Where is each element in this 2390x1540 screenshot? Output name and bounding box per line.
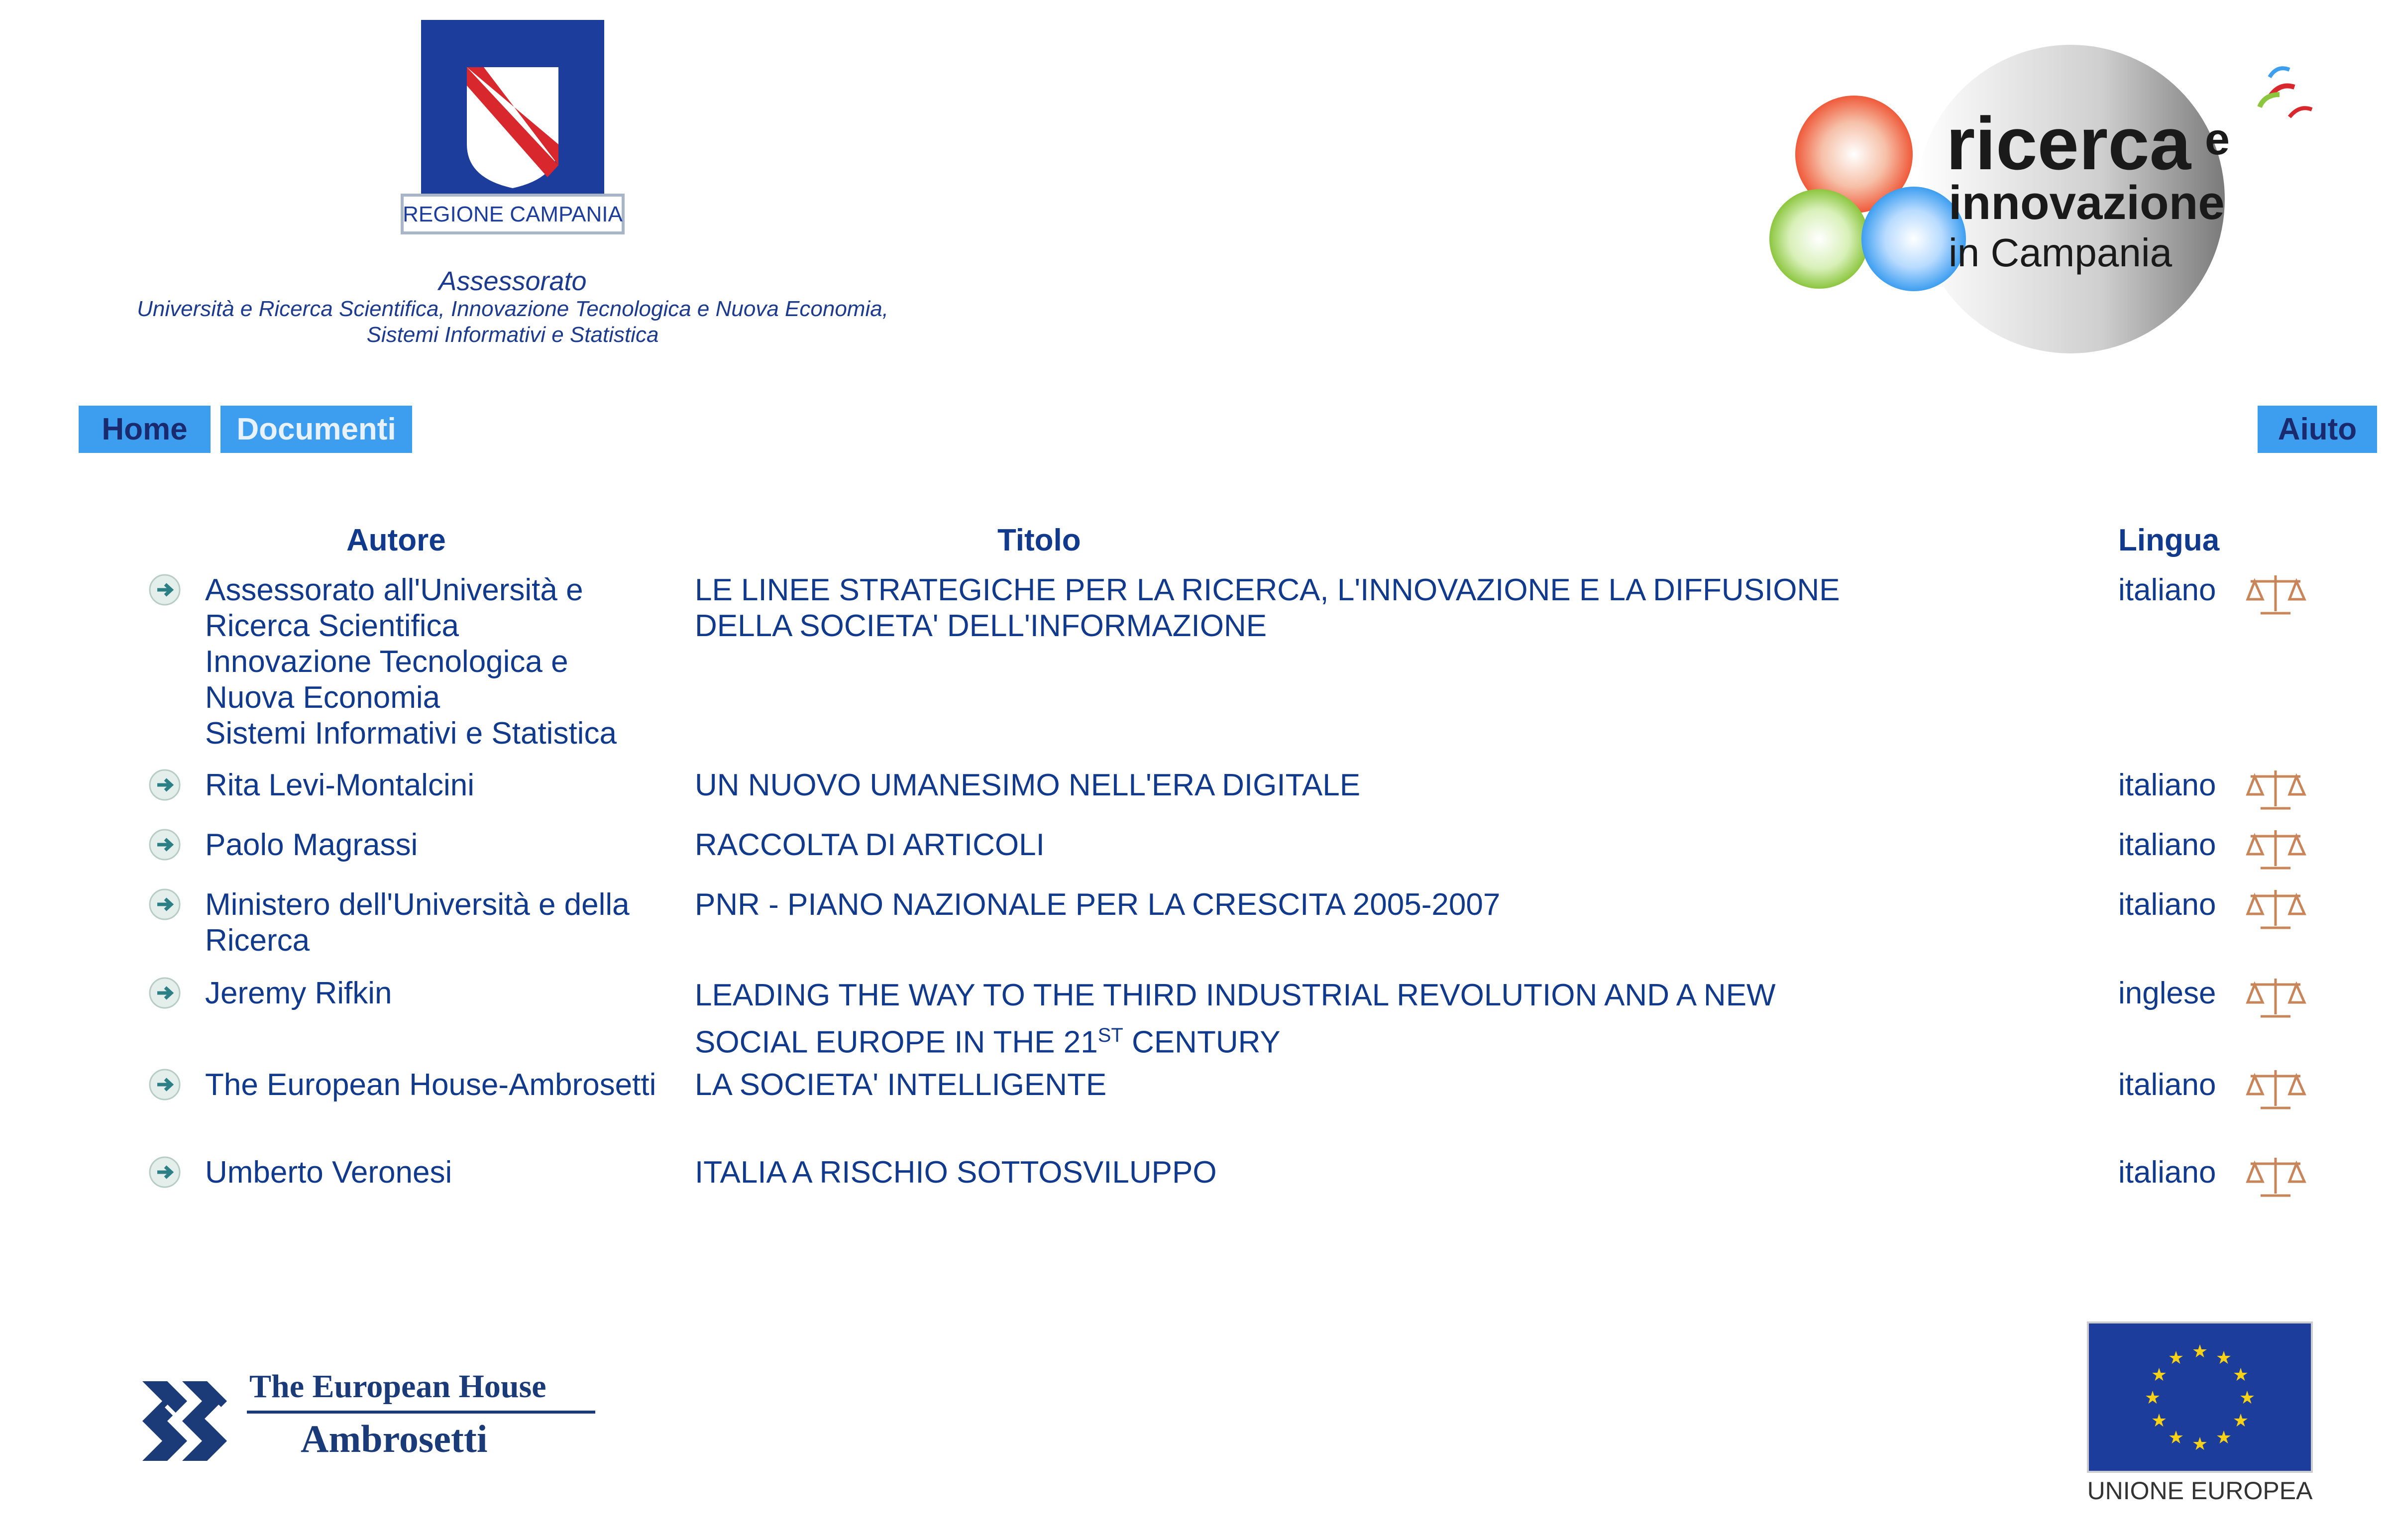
title-line-post: CENTURY — [1123, 1025, 1281, 1060]
author-line: Ministero dell'Università e della — [205, 887, 630, 922]
author-cell: Rita Levi-Montalcini — [205, 768, 474, 802]
title-cell: PNR - PIANO NAZIONALE PER LA CRESCITA 2005-2007 — [695, 887, 1501, 922]
column-header-titolo: Titolo — [997, 523, 1081, 557]
svg-text:★: ★ — [2239, 1388, 2256, 1408]
ricerca-innovazione-logo — [1772, 42, 2324, 356]
scales-icon[interactable] — [2246, 886, 2305, 932]
svg-text:★: ★ — [2232, 1365, 2249, 1385]
arrow-right-circle-icon — [148, 1068, 181, 1101]
author-cell: Paolo Magrassi — [205, 828, 418, 862]
lingua-cell: inglese — [2118, 976, 2216, 1010]
title-line: LEADING THE WAY TO THE THIRD INDUSTRIAL REVOLUTION AND A NEW — [695, 978, 1776, 1012]
arrow-right-circle-icon — [148, 828, 181, 861]
svg-text:★: ★ — [2168, 1428, 2184, 1448]
svg-text:★: ★ — [2191, 1434, 2208, 1454]
author-cell: Umberto Veronesi — [205, 1155, 452, 1190]
column-header-autore: Autore — [346, 523, 446, 557]
author-cell: The European House-Ambrosetti — [205, 1068, 656, 1102]
title-cell: RACCOLTA DI ARTICOLI — [695, 828, 1045, 862]
lingua-cell: italiano — [2118, 828, 2216, 862]
title-line: LE LINEE STRATEGICHE PER LA RICERCA, L'INNOVAZIONE E LA DIFFUSIONE — [695, 573, 1840, 607]
scales-icon[interactable] — [2246, 571, 2305, 617]
svg-text:★: ★ — [2151, 1411, 2168, 1431]
title-cell — [695, 572, 1914, 644]
svg-text:★: ★ — [2215, 1428, 2232, 1448]
author-line: Ricerca Scientifica — [205, 609, 459, 643]
title-cell: LA SOCIETA' INTELLIGENTE — [695, 1068, 1107, 1102]
nav-home-button[interactable]: Home — [79, 406, 211, 453]
arrow-right-circle-icon — [148, 977, 181, 1009]
svg-text:★: ★ — [2144, 1388, 2161, 1408]
svg-text:★: ★ — [2232, 1411, 2249, 1431]
eu-label: UNIONE EUROPEA — [2087, 1477, 2313, 1505]
assessorato-line2: Sistemi Informativi e Statistica — [366, 323, 659, 347]
author-line: Innovazione Tecnologica e — [205, 645, 568, 679]
author-line: Nuova Economia — [205, 680, 440, 715]
lingua-cell: italiano — [2118, 1155, 2216, 1190]
lingua-cell: italiano — [2118, 573, 2216, 607]
lingua-cell: italiano — [2118, 887, 2216, 922]
nav-documenti-button[interactable]: Documenti — [220, 406, 412, 453]
innovazione-logo-word: innovazione — [1949, 176, 2225, 229]
regione-label: REGIONE CAMPANIA — [403, 202, 623, 226]
assessorato-line1: Università e Ricerca Scientifica, Innovazione Tecnologica e Nuova Economia, — [137, 297, 888, 321]
title-line — [695, 1015, 1914, 1063]
unione-europea-logo — [2085, 1320, 2314, 1509]
title-cell: ITALIA A RISCHIO SOTTOSVILUPPO — [695, 1155, 1217, 1190]
arrow-right-circle-icon — [148, 573, 181, 606]
lingua-cell: italiano — [2118, 768, 2216, 802]
scales-icon[interactable] — [2246, 826, 2305, 872]
european-house-ambrosetti-logo — [137, 1361, 600, 1471]
ricerca-logo-e: e — [2205, 114, 2230, 164]
in-campania-logo-word: in Campania — [1949, 230, 2173, 275]
column-header-lingua: Lingua — [2118, 523, 2220, 557]
arrow-right-circle-icon — [148, 888, 181, 921]
title-line-pre: SOCIAL EUROPE IN THE 21 — [695, 1025, 1098, 1060]
author-line: Assessorato all'Università e — [205, 573, 583, 607]
lingua-cell: italiano — [2118, 1068, 2216, 1102]
author-line: Sistemi Informativi e Statistica — [205, 716, 617, 751]
ambrosetti-line1: The European House — [249, 1368, 546, 1405]
svg-text:★: ★ — [2191, 1341, 2208, 1362]
svg-text:★: ★ — [2168, 1348, 2184, 1368]
svg-text:★: ★ — [2215, 1348, 2232, 1368]
scales-icon[interactable] — [2246, 1066, 2305, 1112]
title-cell: UN NUOVO UMANESIMO NELL'ERA DIGITALE — [695, 768, 1361, 802]
arrow-right-circle-icon — [148, 1156, 181, 1189]
arrow-right-circle-icon — [148, 769, 181, 801]
regione-campania-logo — [403, 20, 623, 239]
svg-text:★: ★ — [2151, 1365, 2168, 1385]
author-cell — [205, 887, 678, 959]
author-line: Ricerca — [205, 923, 310, 958]
title-line-sup: ST — [1097, 1024, 1123, 1046]
assessorato-title: Assessorato — [438, 266, 587, 296]
ricerca-logo-word: ricerca — [1946, 102, 2191, 185]
title-cell — [695, 976, 1914, 1063]
scales-icon[interactable] — [2246, 1154, 2305, 1200]
author-cell: Jeremy Rifkin — [205, 976, 392, 1010]
scales-icon[interactable] — [2246, 767, 2305, 812]
assessorato-text — [50, 266, 976, 348]
author-cell — [205, 572, 678, 752]
nav-aiuto-button[interactable]: Aiuto — [2258, 406, 2377, 453]
scales-icon[interactable] — [2246, 975, 2305, 1020]
title-line: DELLA SOCIETA' DELL'INFORMAZIONE — [695, 609, 1267, 643]
ambrosetti-line2: Ambrosetti — [301, 1417, 488, 1460]
